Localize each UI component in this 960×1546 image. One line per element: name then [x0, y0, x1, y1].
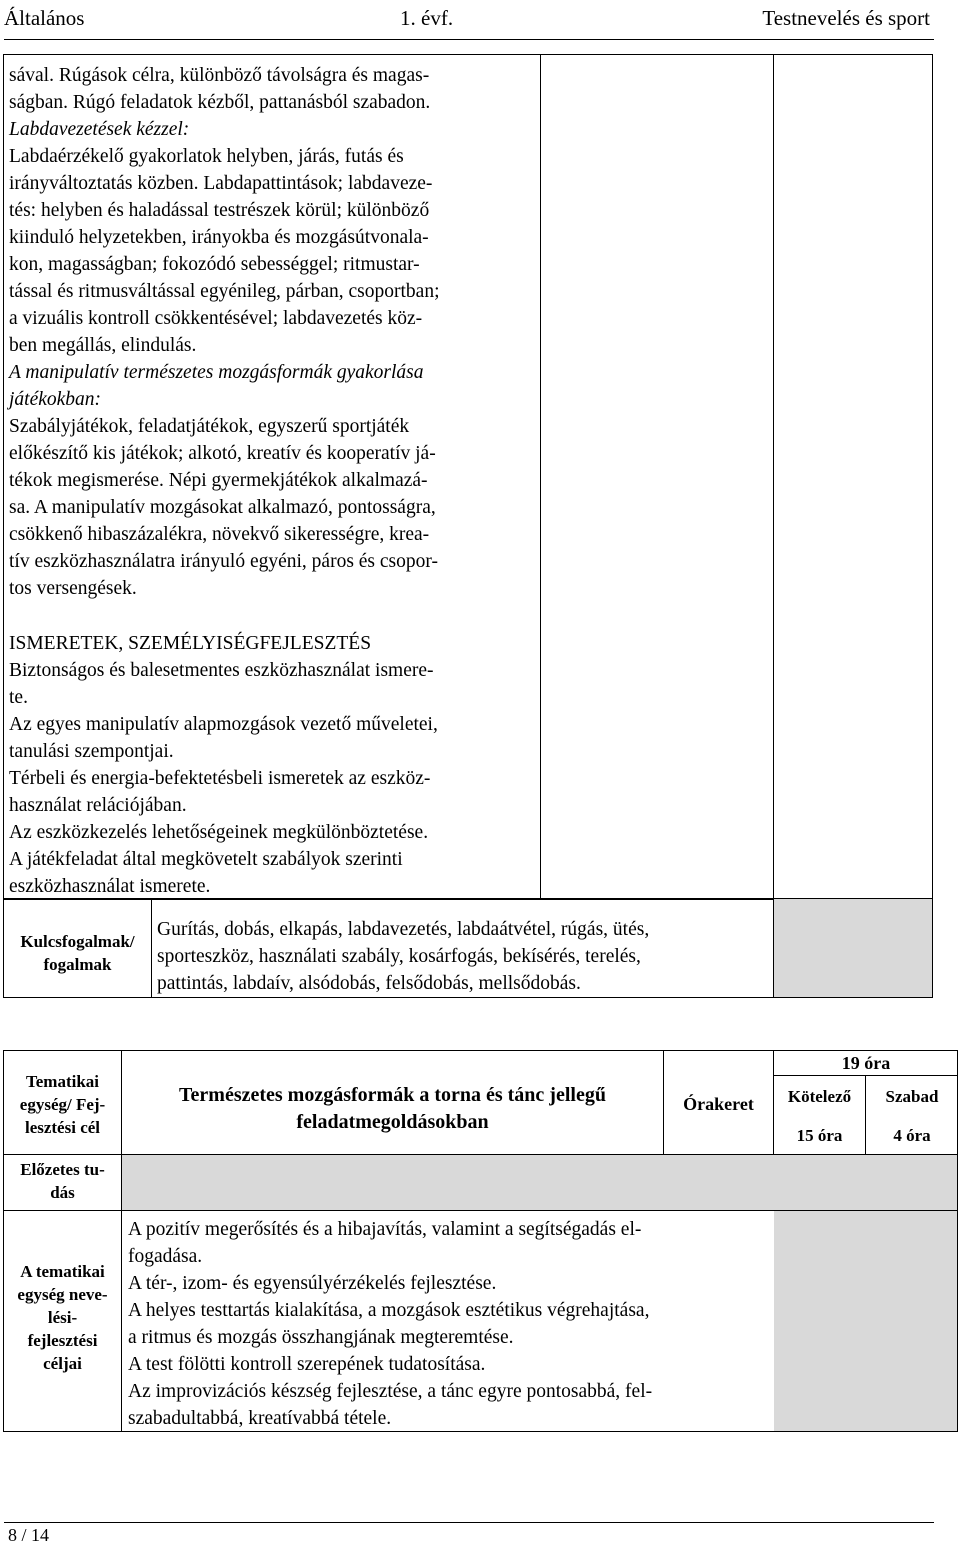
text-line: tés: helyben és haladással testrészek körül; különböző — [9, 200, 430, 221]
label-line: Tematikai — [25, 1072, 100, 1091]
text-line: csökkenő hibaszázalékra, növekvő sikerességre, krea- — [9, 524, 430, 545]
goals-shaded-cell — [774, 1211, 957, 1431]
goal-line: a ritmus és mozgás összhangjának megteremtése. — [128, 1327, 514, 1348]
text-line: kiinduló helyzetekben, irányokba és mozgásútvonala- — [9, 227, 429, 248]
goal-line: Az improvizációs készség fejlesztése, a tánc egyre pontosabbá, fel- — [128, 1381, 653, 1402]
keywords-shaded-cell — [774, 899, 932, 997]
text-line: Szabályjátékok, feladatjátékok, egyszerű sportjáték — [9, 416, 410, 437]
header-center: 1. évf. — [400, 6, 454, 30]
label-line: egység neve- — [17, 1285, 108, 1304]
elozetes-tudas-label — [4, 1158, 121, 1204]
header-left: Általános — [4, 6, 85, 30]
kotelezo-hours: 15 óra — [796, 1126, 843, 1145]
label-line: fejlesztési — [27, 1331, 98, 1350]
section-title-ismeretek: ISMERETEK, SZEMÉLYISÉGFEJLESZTÉS — [9, 633, 372, 654]
text-line: sa. A manipulatív mozgásokat alkalmazó, pontosságra, — [9, 497, 436, 518]
text-line: Az egyes manipulatív alapmozgások vezető műveletei, — [9, 714, 438, 735]
text-line: eszközhasználat ismerete. — [9, 876, 211, 897]
text-line: tékok megismerése. Népi gyermekjátékok alkalmazá- — [9, 470, 428, 491]
goal-line: fogadása. — [128, 1246, 203, 1267]
page-number: 8 / 14 — [8, 1525, 50, 1545]
goal-line: A pozitív megerősítés és a hibajavítás, valamint a segítségadás el- — [128, 1219, 642, 1240]
text-line: ben megállás, elindulás. — [9, 335, 197, 356]
text-line: használat relációjában. — [9, 795, 187, 816]
label-line: A tematikai — [20, 1262, 105, 1281]
content-divider-2 — [773, 54, 774, 900]
text-line: ságban. Rúgó feladatok kézből, pattanásból szabadon. — [9, 92, 431, 113]
label-line: lési- — [47, 1308, 78, 1327]
goal-line: szabadultabbá, kreatívabbá tétele. — [128, 1408, 392, 1429]
text-line: tív eszközhasználatra irányuló egyéni, páros és csopor- — [9, 551, 438, 572]
text-line: A játékfeladat által megkövetelt szabályok szerinti — [9, 849, 403, 870]
keywords-label-line: Kulcsfogalmak/ — [20, 932, 135, 951]
keywords-line: pattintás, labdaív, alsódobás, felsődobás, mellsődobás. — [157, 973, 581, 994]
keywords-divider-1 — [151, 898, 152, 998]
text-line: kon, magasságban; fokozódó sebességgel; ritmustar- — [9, 254, 420, 275]
content-divider-1 — [540, 54, 541, 900]
subheading-manipulativ: A manipulatív természetes mozgásformák gyakorlása — [9, 362, 424, 383]
label-line: dás — [50, 1183, 75, 1202]
text-line: Térbeli és energia-befektetésbeli ismeretek az eszköz- — [9, 768, 431, 789]
keywords-label-line: fogalmak — [43, 955, 112, 974]
keywords-line: sporteszköz, használati szabály, kosárfogás, bekísérés, terelés, — [157, 946, 641, 967]
header-right: Testnevelés és sport — [762, 6, 930, 30]
header-rule — [4, 39, 934, 40]
tematikai-egyseg-label — [4, 1070, 121, 1139]
label-line: céljai — [43, 1354, 82, 1373]
szabad-hours: 4 óra — [893, 1126, 931, 1145]
subheading-manipulativ: játékokban: — [9, 389, 102, 410]
label-line: egység/ Fej- — [19, 1095, 106, 1114]
unit-title-line: feladatmegoldásokban — [296, 1111, 489, 1133]
goal-line: A test fölötti kontroll szerepének tudatosítása. — [128, 1354, 486, 1375]
elozetes-tudas-shaded-cell — [122, 1155, 957, 1210]
subheading-labdavezetes: Labdavezetések kézzel: — [9, 119, 190, 140]
text-line: irányváltoztatás közben. Labdapattintások; labdaveze- — [9, 173, 433, 194]
text-line: Biztonságos és balesetmentes eszközhasználat ismere- — [9, 660, 434, 681]
orakeret-label: Órakeret — [683, 1094, 754, 1114]
text-line: sával. Rúgások célra, különböző távolságra és magas- — [9, 65, 430, 86]
kotelezo-label: Kötelező — [787, 1087, 852, 1106]
text-line: tással és ritmusváltással egyénileg, párban, csoportban; — [9, 281, 440, 302]
text-line: tos versengések. — [9, 578, 137, 599]
goals-label — [4, 1260, 121, 1375]
goal-line: A tér-, izom- és egyensúlyérzékelés fejlesztése. — [128, 1273, 497, 1294]
text-line: Az eszközkezelés lehetőségeinek megkülönböztetése. — [9, 822, 429, 843]
label-line: Előzetes tu- — [20, 1160, 105, 1179]
total-hours: 19 óra — [841, 1053, 891, 1073]
text-line: tanulási szempontjai. — [9, 741, 174, 762]
text-line: előkészítő kis játékok; alkotó, kreatív és kooperatív já- — [9, 443, 436, 464]
footer-rule — [4, 1522, 934, 1523]
page-header — [0, 0, 960, 44]
text-line: te. — [9, 687, 28, 708]
keywords-line: Gurítás, dobás, elkapás, labdavezetés, labdaátvétel, rúgás, ütés, — [157, 919, 650, 940]
goal-line: A helyes testtartás kialakítása, a mozgások esztétikus végrehajtása, — [128, 1300, 650, 1321]
text-line: a vizuális kontroll csökkentésével; labdavezetés köz- — [9, 308, 423, 329]
label-line: lesztési cél — [24, 1118, 101, 1137]
szabad-label: Szabad — [885, 1087, 939, 1106]
text-line: Labdaérzékelő gyakorlatok helyben, járás, futás és — [9, 146, 404, 167]
keywords-label — [4, 930, 151, 976]
unit-title — [122, 1082, 663, 1136]
unit-title-line: Természetes mozgásformák a torna és tánc jellegű — [179, 1084, 606, 1106]
